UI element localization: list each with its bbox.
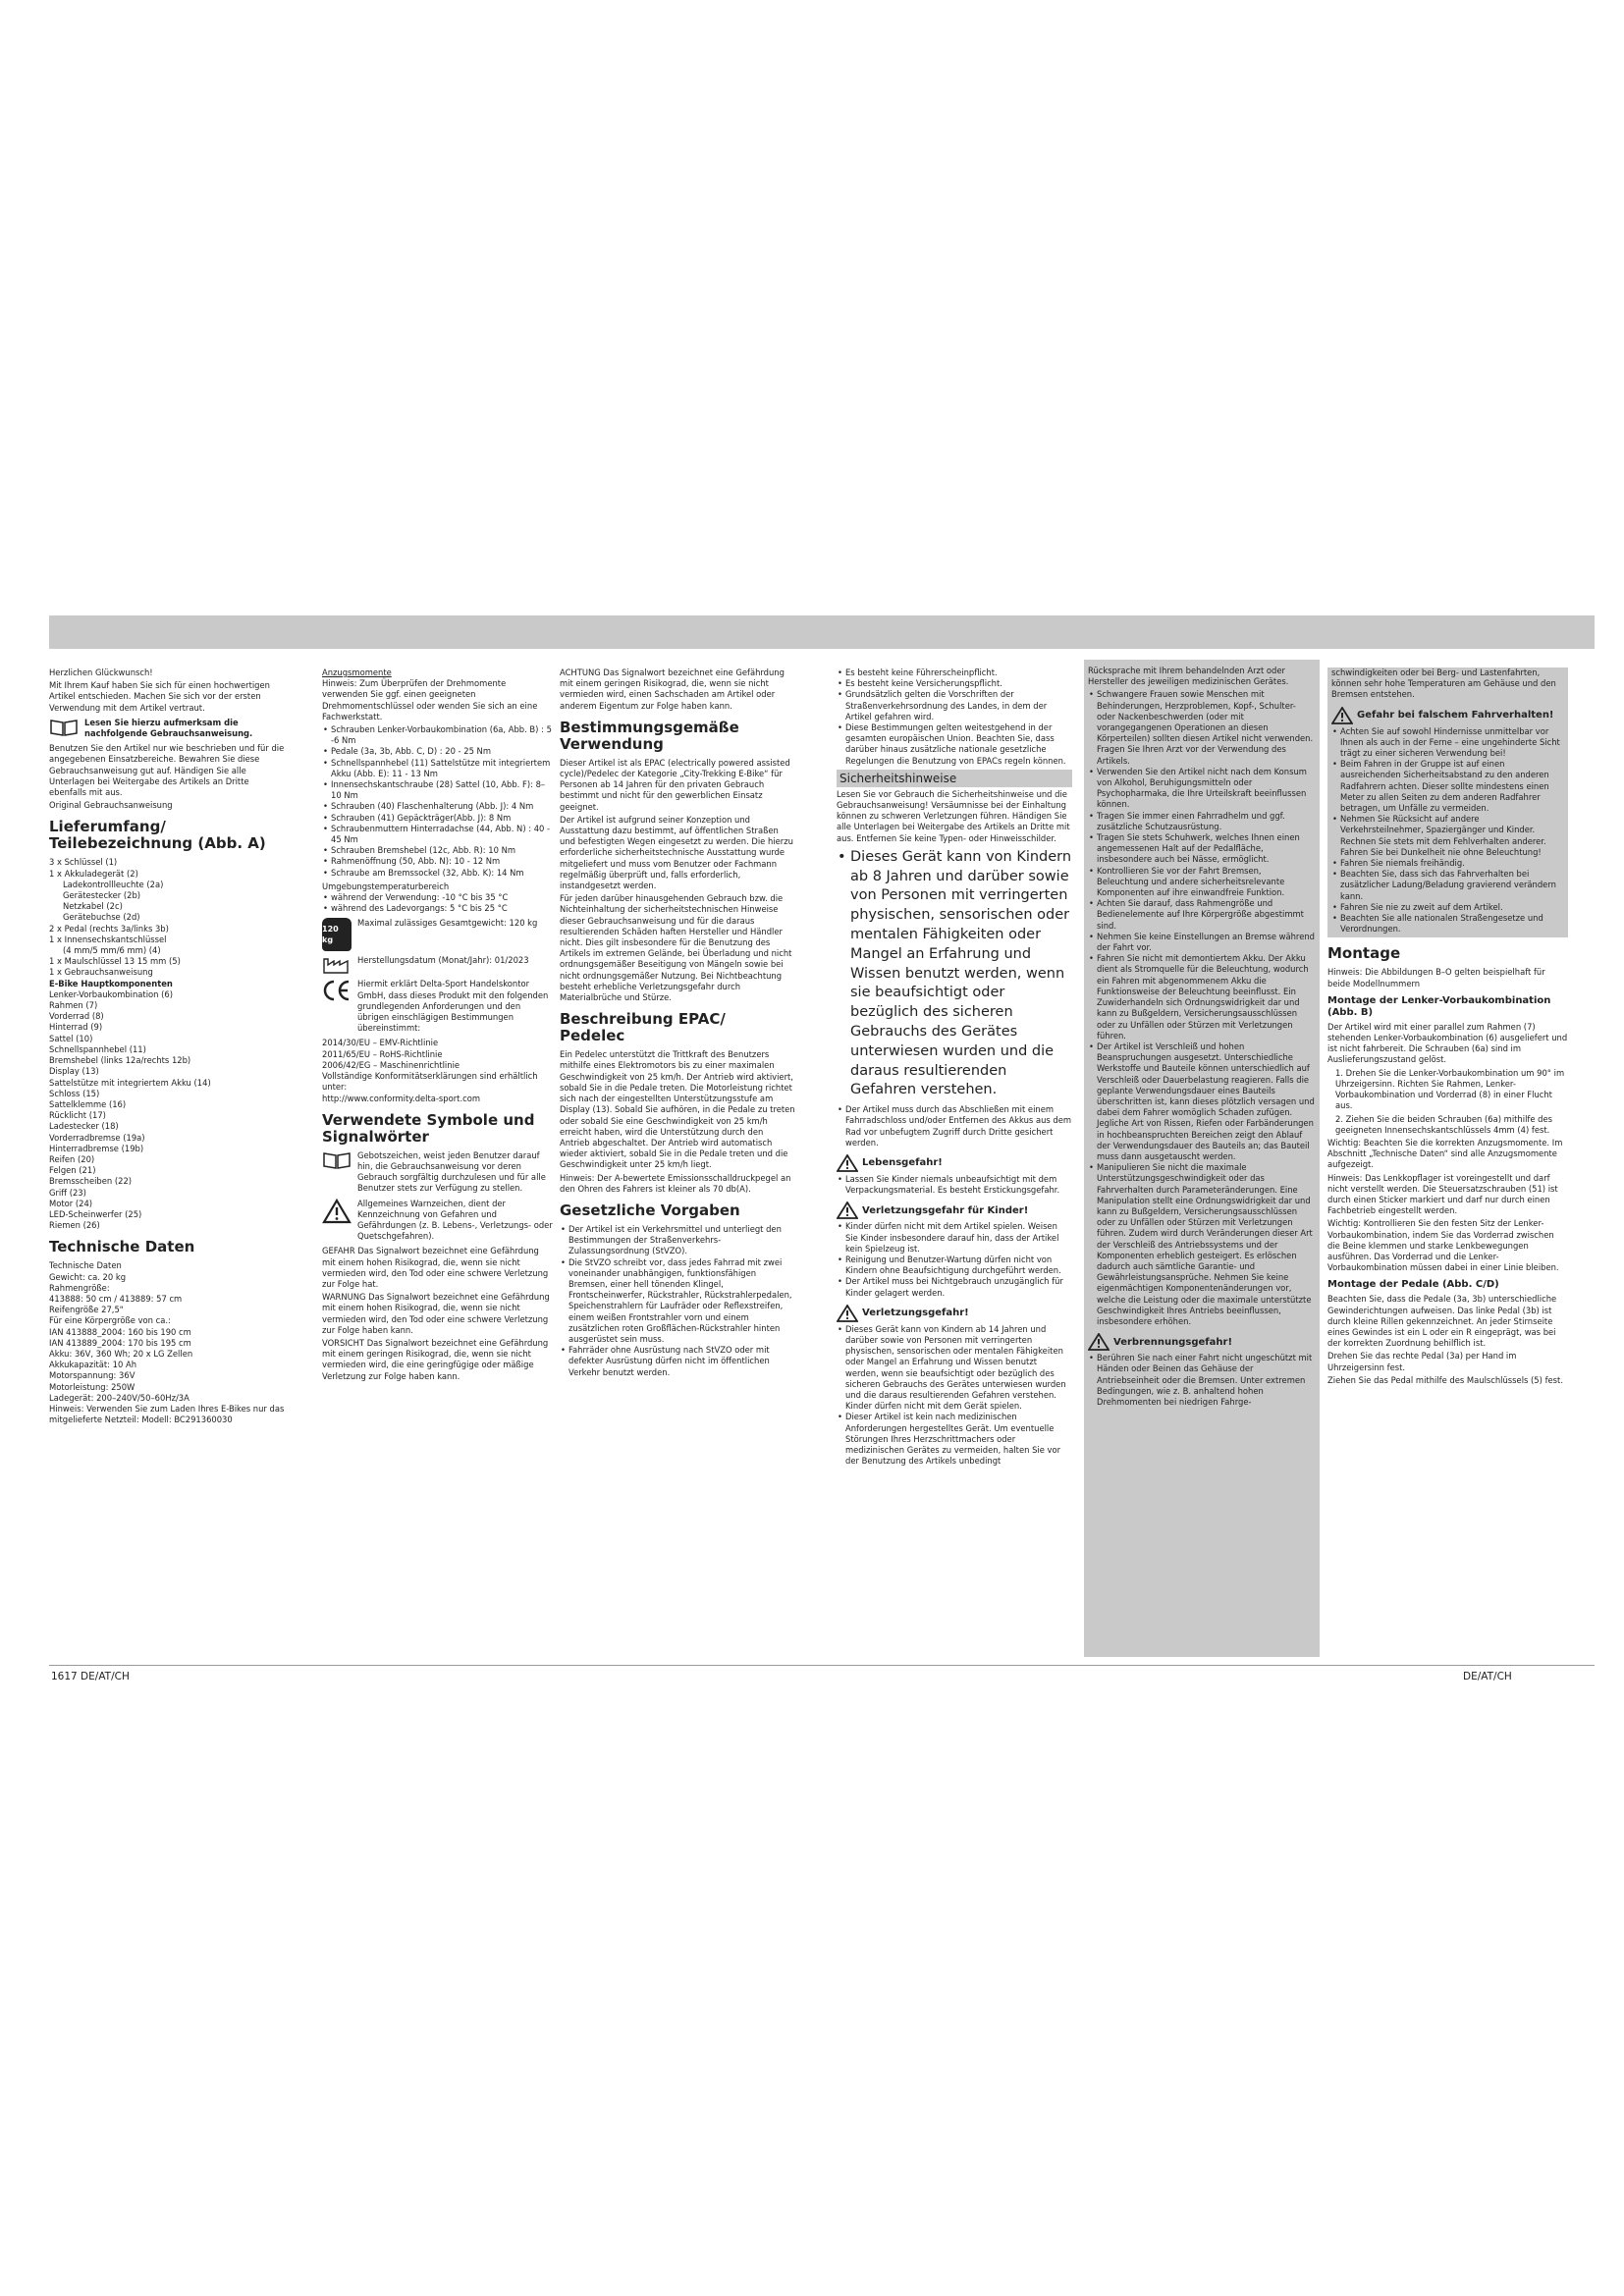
torque-note: Hinweis: Zum Überprüfen der Drehmomente verwenden Sie ggf. einen geeigneten Drehmomentschlüssel oder wenden Sie sich an eine Fachwerkstatt. <box>322 678 538 721</box>
list-item: • Achten Sie auf sowohl Hindernisse unmittelbar vor Ihnen als auch in der Ferne – eine ungehinderte Sicht trägt zu einer sicheren Verwendung bei! <box>1340 726 1564 760</box>
list-item: Reifengröße 27,5" <box>49 1305 124 1315</box>
original-label: Original Gebrauchsanweisung <box>49 800 173 811</box>
step: 1. Drehen Sie die Lenker-Vorbaukombination um 90° im Uhrzeigersinn. Richten Sie Rahmen, Lenker-Vorbaukombination und Vorderrad (8) in einer Flucht aus. <box>1335 1067 1565 1111</box>
list-item: Gewicht: ca. 20 kg <box>49 1271 127 1282</box>
list-item: 2011/65/EU – RoHS-Richtlinie <box>322 1048 443 1059</box>
list-item: • Schrauben Bremshebel (12c, Abb. R): 10 Nm <box>331 845 553 856</box>
list-item: • Tragen Sie immer einen Fahrradhelm und ggf. zusätzliche Schutzausrüstung. <box>1097 811 1316 832</box>
list-item: 2014/30/EU – EMV-Richtlinie <box>322 1038 439 1048</box>
injury-list <box>837 1324 1072 1468</box>
child-injury-heading: Verletzungsgefahr für Kinder! <box>837 1201 1072 1219</box>
cont-text: Rücksprache mit Ihrem behandelnden Arzt oder Hersteller des jeweiligen medizinischen Gerätes. <box>1088 666 1289 687</box>
open-book-icon <box>49 718 79 737</box>
header-bar <box>49 615 1595 649</box>
list-item: • Manipulieren Sie nicht die maximale Unterstützungsgeschwindigkeit oder das Fahrverhalten durch Parameteränderungen. Eine Manipulation stellt eine Ordnungswidrigkeit dar und kann zu Bußgeldern, Versicherungsausschlüssen oder zu Unfällen oder Stürzen mit Verletzungen führen. Zudem wird durch Veränderungen dieser Art der Verschleiß des Antriebssystems und der Komponenten erheblich gesteigert. Es erlöschen dadurch auch sämtliche Garantie- und Gewährleistungsansprüche. Nehmen Sie keine eigenmächtigen Komponentenänderungen vor, welche die Leistung oder die maximale unterstützte Geschwindigkeit Ihres Antriebs beeinflussen, insbesondere erhöhen. <box>1097 1162 1316 1327</box>
list-item: 1 x Gebrauchsanweisung <box>49 967 153 978</box>
step: Drehen Sie das rechte Pedal (3a) per Hand im Uhrzeigersinn fest. <box>1327 1351 1517 1372</box>
list-item: • Nehmen Sie keine Einstellungen an Bremse während der Fahrt vor. <box>1097 932 1316 953</box>
list-item: • Schraube am Bremssockel (32, Abb. K): 14 Nm <box>331 868 553 879</box>
list-item: Sattelstütze mit integriertem Akku (14) <box>49 1077 211 1088</box>
list-item: Motorspannung: 36V <box>49 1370 135 1381</box>
date-row <box>322 955 553 975</box>
column-5 <box>1084 660 1320 1657</box>
safety-title: Sicherheitshinweise <box>837 770 1072 787</box>
list-item: Rahmengröße: <box>49 1282 110 1293</box>
symbol-book-row: Gebotszeichen, weist jeden Benutzer darauf hin, die Gebrauchsanweisung vor deren Gebrauch sorgfältig durchzulesen und für alle Benutzer stets zur Verfügung zu stellen. <box>322 1150 553 1195</box>
list-item: Reifen (20) <box>49 1153 95 1164</box>
children-notice: • Dieses Gerät kann von Kindern ab 8 Jahren und darüber sowie von Personen mit verringerten physischen, sensorischen oder mentalen Fähigkeiten oder Mangel an Erfahrung und Wissen benutzt werden, wenn sie beaufsichtigt oder bezüglich des sicheren Gebrauchs des Gerätes unterwiesen wurden und die daraus resultierenden Gefahren verstehen. <box>837 848 1072 1100</box>
legal-title: Gesetzliche Vorgaben <box>560 1201 740 1219</box>
list-item: 1 x Maulschlüssel 13 15 mm (5) <box>49 956 181 967</box>
list-item: • Schrauben Lenker-Vorbaukombination (6a, Abb. B) : 5 -6 Nm <box>331 724 553 746</box>
list-item: Rücklicht (17) <box>49 1110 106 1121</box>
ce-row <box>322 979 553 1034</box>
list-item: 1 x Innensechskantschlüssel <box>49 934 167 944</box>
list-item: • Beachten Sie alle nationalen Straßengesetze und Verordnungen. <box>1340 913 1564 934</box>
list-item: Rahmen (7) <box>49 1000 98 1011</box>
warning-text: WARNUNG Das Signalwort bezeichnet eine Gefährdung mit einem hohen Risikograd, die, wenn sie nicht vermieden wird, den Tod oder eine schwere Verletzung zur Folge haben kann. <box>322 1292 550 1335</box>
list-item: 2 x Pedal (rechts 3a/links 3b) <box>49 923 169 934</box>
warning-icon <box>837 1305 858 1322</box>
greeting: Herzlichen Glückwunsch! <box>49 667 153 677</box>
mount-note: Hinweis: Die Abbildungen B–O gelten beispielhaft für beide Modellnummern <box>1327 967 1545 988</box>
paragraph: Dieser Artikel ist als EPAC (electrically powered assisted cycle)/Pedelec der Kategorie „City-Trekking E-Bike“ für Personen ab 14 Jahren für den privaten Gebrauch bestimmt und nicht für den gewerblichen Einsatz geeignet. <box>560 757 790 812</box>
list-item: IAN 413889_2004: 170 bis 195 cm <box>49 1337 191 1348</box>
footer-right: DE/AT/CH <box>1463 1671 1512 1682</box>
step: 2. Ziehen Sie die beiden Schrauben (6a) mithilfe des geeigneten Innensechskantschlüssels 4mm (4) fest. <box>1335 1113 1552 1135</box>
footer-divider <box>49 1665 1595 1666</box>
theft-list: • Der Artikel muss durch das Abschließen mit einem Fahrradschloss und/oder Entfernen des Akkus aus dem Rad vor unbefugtem Zugriff durch Dritte gesichert werden. <box>837 1104 1072 1148</box>
epac-text: Ein Pedelec unterstützt die Trittkraft des Benutzers mithilfe eines Elektromotors bis zu einer maximalen Geschwindigkeit von 25 km/h. Der Antrieb wird aktiviert, sobald Sie in die Pedale treten. Die Motorleistung richtet sich nach der eingestellten Unterstützungsstufe am Display (13). Sobald Sie aufhören, in die Pedale zu treten oder sobald Sie eine Geschwindigkeit von 25 km/h erreicht haben, wird die Unterstützung durch den Antrieb abgeschaltet. Der Antrieb wird automatisch wieder aktiviert, sobald Sie in die Pedale treten und die Geschwindigkeit unter 25 km/h liegt. <box>560 1049 795 1170</box>
list-item: IAN 413888_2004: 160 bis 190 cm <box>49 1326 191 1337</box>
list-item: • Reinigung und Benutzer-Wartung dürfen nicht von Kindern ohne Beaufsichtigung durchgeführt werden. <box>845 1255 1072 1276</box>
list-item: • Der Artikel muss bei Nichtgebrauch unzugänglich für Kinder gelagert werden. <box>845 1276 1072 1298</box>
list-item: • während des Ladevorgangs: 5 °C bis 25 °C <box>331 903 553 914</box>
list-item: • Fahren Sie nicht mit demontiertem Akku. Der Akku dient als Stromquelle für die Beleuchtung, wodurch ein Fahren mit abgenommenem Akku die Funktionsweise der Beleuchtung beeinflusst. Ein Zuwiderhandeln sich Ordnungswidrigkeit dar und kann zu Bußgeldern, Versicherungsausschlüssen oder zu Unfällen oder Stürzen mit Verletzungen führen. <box>1097 953 1316 1041</box>
factory-icon <box>322 955 352 975</box>
ebike-list <box>49 989 285 1231</box>
ebike-title: E-Bike Hauptkomponenten <box>49 978 173 988</box>
list-item: Schnellspannhebel (11) <box>49 1043 146 1054</box>
column-6 <box>1327 667 1568 1388</box>
intended-title: Bestimmungsgemäße Verwendung <box>560 718 739 753</box>
list-item: Bremshebel (links 12a/rechts 12b) <box>49 1055 191 1066</box>
symbol-warn-row: Allgemeines Warnzeichen, dient der Kennzeichnung von Gefahren und Gefährdungen (z. B. Lebens-, Verletzungs- oder Quetschgefahren). <box>322 1199 553 1243</box>
list-item: • Fahren Sie nie zu zweit auf dem Artikel. <box>1340 902 1564 913</box>
tech-list <box>49 1260 285 1404</box>
danger-text: GEFAHR Das Signalwort bezeichnet eine Gefährdung mit einem hohen Risikograd, die, wenn sie nicht vermieden wird, den Tod oder eine schwere Verletzung zur Folge hat. <box>322 1246 549 1289</box>
list-item: • Beachten Sie, dass sich das Fahrverhalten bei zusätzlicher Ladung/Beladung gravierend verändern kann. <box>1340 869 1564 902</box>
list-item: Hinterradbremse (19b) <box>49 1143 144 1153</box>
list-item: • Schnellspannhebel (11) Sattelstütze mit integriertem Akku (Abb. E): 11 - 13 Nm <box>331 758 553 779</box>
list-item: Display (13) <box>49 1066 99 1077</box>
list-item: • Schwangere Frauen sowie Menschen mit Behinderungen, Herzproblemen, Kopf-, Schulter- oder Nackenbeschwerden (oder mit vorangegangenen Operationen an diesen Körperteilen) sollten diesen Artikel nicht verwenden. Fragen Sie Ihren Arzt vor der Verwendung des Artikels. <box>1097 689 1316 766</box>
list-item: • Berühren Sie nach einer Fahrt nicht ungeschützt mit Händen oder Beinen das Gehäuse der Antriebseinheit oder die Bremsen. Unter extremen Bedingungen, wie z. B. anhaltend hohen Drehmomenten bei niedrigen Fahrge- <box>1097 1353 1316 1408</box>
list-item: Sattel (10) <box>49 1033 93 1043</box>
weight-text: Maximal zulässiges Gesamtgewicht: 120 kg <box>357 918 538 929</box>
list-item: Ladegerät: 200–240V/50–60Hz/3A <box>49 1392 189 1403</box>
pedal-title: Montage der Pedale (Abb. C/D) <box>1327 1279 1499 1291</box>
list-item: • Fahrräder ohne Ausrüstung nach StVZO oder mit defekter Ausrüstung dürfen nicht im öffentlichen Verkehr benutzt werden. <box>568 1345 795 1378</box>
list-item: • während der Verwendung: -10 °C bis 35 °C <box>331 892 553 903</box>
safety-list <box>1088 689 1316 1327</box>
list-item: • Verwenden Sie den Artikel nicht nach dem Konsum von Alkohol, Beruhigungsmitteln oder Psychopharmaka, die Ihre Urteilskraft beeinflussen können. <box>1097 767 1316 811</box>
list-item: Griff (23) <box>49 1187 86 1198</box>
weight-icon: 120 kg <box>322 918 352 951</box>
list-item: • Die StVZO schreibt vor, dass jedes Fahrrad mit zwei voneinander unabhängigen, funktionsfähigen Bremsen, einer hell tönenden Klingel, Frontscheinwerfer, Rückstrahler, Rückstrahlerpedalen, Speichenstrahlern für Laufräder oder Reflexstreifen, einem weißen Frontstrahler vorn und einem zusätzlichen roten Großflächen-Rückstrahler hinten ausgerüstet sein muss. <box>568 1257 795 1346</box>
important-2: Wichtig: Kontrollieren Sie den festen Sitz der Lenker-Vorbaukombination, indem Sie das Vorderrad zwischen die Beine klemmen und starke Lenkbewegungen ausführen. Das Vorderrad und die Lenker-Vorbaukombination müssen dabei in einer Linie bleiben. <box>1327 1218 1559 1273</box>
read-note: Lesen Sie hierzu aufmerksam die nachfolgende Gebrauchsanweisung. <box>49 718 285 739</box>
handlebar-title: Montage der Lenker-Vorbaukombination (Abb. B) <box>1327 994 1551 1018</box>
wrong-list <box>1331 726 1564 938</box>
list-item: Riemen (26) <box>49 1220 100 1231</box>
list-item: Felgen (21) <box>49 1165 96 1176</box>
list-item: Akkukapazität: 10 Ah <box>49 1360 137 1370</box>
list-item: Technische Daten <box>49 1260 122 1271</box>
list-item: Bremsscheiben (22) <box>49 1176 133 1187</box>
env-title: Umgebungstemperaturbereich <box>322 881 450 891</box>
list-item: Vorderrad (8) <box>49 1011 104 1022</box>
list-item: • Es besteht keine Führerscheinpflicht. <box>845 667 1072 678</box>
scope-list <box>49 857 285 978</box>
column-2 <box>322 667 553 1384</box>
caution-text: VORSICHT Das Signalwort bezeichnet eine Gefährdung mit einem geringen Risikograd, die, wenn sie nicht vermieden wird, die eine geringfügige oder mäßige Verletzung zur Folge haben kann. <box>322 1337 549 1381</box>
mount-title: Montage <box>1327 944 1401 963</box>
list-item: Lenker-Vorbaukombination (6) <box>49 988 174 999</box>
list-item: Motorleistung: 250W <box>49 1381 135 1392</box>
paragraph: Der Artikel ist aufgrund seiner Konzeption und Ausstattung dazu bestimmt, auf öffentlichen Straßen und befestigten Wegen eingesetzt zu werden. Die hierzu erforderliche sicherheitstechnische Ausstattung wurde mitgeliefert und muss vom Benutzer oder Fachmann regelmäßig überprüft und, falls erforderlich, instandgesetzt werden. <box>560 814 793 891</box>
warning-icon <box>1331 707 1353 724</box>
list-item: • Rahmenöffnung (50, Abb. N): 10 - 12 Nm <box>331 856 553 867</box>
list-item: • Achten Sie darauf, dass Rahmengröße und Bedienelemente auf Ihre Körpergröße abgestimmt sind. <box>1097 898 1316 932</box>
warning-icon <box>1088 1333 1110 1351</box>
epac-note: Hinweis: Der A-bewertete Emissionsschalldruckpegel an den Ohren des Fahrers ist kleiner als 70 db(A). <box>560 1172 791 1194</box>
list-item: Akku: 36V, 360 Wh; 20 x LG Zellen <box>49 1348 193 1359</box>
ce-text: Hiermit erklärt Delta-Sport Handelskontor GmbH, dass dieses Produkt mit den folgenden grundlegenden Anforderungen und den übrigen einschlägigen Bestimmungen übereinstimmt: <box>357 979 549 1034</box>
list-item: • Nehmen Sie Rücksicht auf andere Verkehrsteilnehmer, Spaziergänger und Kinder. Rechnen Sie stets mit dem Fehlverhalten anderer. Fahren Sie bei Dunkelheit nie ohne Beleuchtung! <box>1340 814 1564 858</box>
note-2: Hinweis: Das Lenkkopflager ist voreingestellt und darf nicht verstellt werden. Die Steuersatzschrauben (51) ist durch einen Sticker markiert und darf nur durch einen Fachbetrieb eingestellt werden. <box>1327 1172 1558 1216</box>
list-item: Ladestecker (18) <box>49 1121 119 1132</box>
weight-row <box>322 918 553 951</box>
ce-mark-icon <box>322 979 352 1002</box>
list-item: • Fahren Sie niemals freihändig. <box>1340 858 1564 869</box>
list-item: • Diese Bestimmungen gelten weitestgehend in der gesamten europäischen Union. Beachten Sie, dass darüber hinaus zusätzliche nationale gesetzliche Regelungen die Benutzung von EPACs regeln können. <box>845 722 1072 767</box>
date-text: Herstellungsdatum (Monat/Jahr): 01/2023 <box>357 955 529 966</box>
list-item: (4 mm/5 mm/6 mm) (4) <box>63 945 161 956</box>
list-item: Vollständige Konformitätserklärungen sind erhältlich unter: <box>322 1071 538 1093</box>
column-1 <box>49 667 285 1427</box>
torque-list <box>322 724 553 879</box>
symbols-title: Verwendete Symbole und Signalwörter <box>322 1110 535 1146</box>
list-item: • Beim Fahren in der Gruppe ist auf einen ausreichenden Sicherheitsabstand zu den anderen Radfahrern achten. Dieser sollte mindestens einen Meter zu allen Seiten zu dem anderen Radfahrer betragen, um Unfälle zu vermeiden. <box>1340 759 1564 814</box>
tech-note: Hinweis: Verwenden Sie zum Laden Ihres E-Bikes nur das mitgelieferte Netzteil: Modell: BC291360030 <box>49 1403 285 1425</box>
injury-heading: Verletzungsgefahr! <box>837 1305 1072 1322</box>
list-item: Gerätestecker (2b) <box>63 890 141 901</box>
list-item: Gerätebuchse (2d) <box>63 912 140 923</box>
list-item: Ladekontrollleuchte (2a) <box>63 879 164 889</box>
list-item: • Lassen Sie Kinder niemals unbeaufsichtigt mit dem Verpackungsmaterial. Es besteht Erstickungsgefahr. <box>845 1174 1072 1196</box>
tech-title: Technische Daten <box>49 1238 195 1256</box>
list-item: Schloss (15) <box>49 1088 100 1098</box>
epac-title: Beschreibung EPAC/ Pedelec <box>560 1010 726 1045</box>
list-item: • Innensechskantschraube (28) Sattel (10, Abb. F): 8–10 Nm <box>331 779 553 801</box>
list-item: Hinterrad (9) <box>49 1022 103 1033</box>
list-item: • Grundsätzlich gelten die Vorschriften der Straßenverkehrsordnung des Landes, in dem der Artikel gefahren wird. <box>845 689 1072 722</box>
important-1: Wichtig: Beachten Sie die korrekten Anzugsmomente. Im Abschnitt „Technische Daten“ sind alle Anzugsmomente aufgezeigt. <box>1327 1137 1563 1170</box>
warning-icon <box>837 1154 858 1172</box>
step: Ziehen Sie das Pedal mithilfe des Maulschlüssels (5) fest. <box>1327 1374 1563 1385</box>
list-item: • Kontrollieren Sie vor der Fahrt Bremsen, Beleuchtung und andere sicherheitsrelevante Komponenten auf ihre einwandfreie Funktion. <box>1097 866 1316 899</box>
life-danger-heading: Lebensgefahr! <box>837 1154 1072 1172</box>
list-item: Motor (24) <box>49 1198 93 1208</box>
open-book-icon <box>322 1150 352 1170</box>
list-item: • Pedale (3a, 3b, Abb. C, D) : 20 - 25 Nm <box>331 746 553 757</box>
pedal-text: Beachten Sie, dass die Pedale (3a, 3b) unterschiedliche Gewinderichtungen aufweisen. Das linke Pedal (3b) ist durch kleine Rillen gekennzeichnet. An jeder Stirnseite eines Gewindes ist ein L oder ein R eingeprägt, was bei der korrekten Zuordnung behilflich ist. <box>1327 1294 1557 1349</box>
burn-heading: Verbrennungsgefahr! <box>1088 1333 1316 1351</box>
list-item: 3 x Schlüssel (1) <box>49 857 118 868</box>
license-list <box>837 667 1072 767</box>
paragraph: Für jeden darüber hinausgehenden Gebrauch bzw. die Nichteinhaltung der sicherheitstechnischen Hinweise dieser Gebrauchsanweisung und für die daraus resultierenden Schäden haften Hersteller und Händler nicht. Dies gilt insbesondere für die Benutzung des Artikels im extremen Gelände, bei Überladung und nicht ordnungsgemäßer Beseitigung von Mängeln sowie bei nicht ordnungsgemäßer Nutzung. Bei Nichtbeachtung besteht erhebliche Verletzungsgefahr durch Materialbrüche und Stürze. <box>560 893 792 1003</box>
safety-intro: Lesen Sie vor Gebrauch die Sicherheitshinweise und die Gebrauchsanweisung! Versäumnisse bei der Einhaltung können zu schweren Verletzungen führen. Händigen Sie alle Unterlagen bei Weitergabe des Artikels an Dritte mit aus. Entfernen Sie keine Typen- oder Hinweisschilder. <box>837 788 1070 843</box>
warning-icon <box>837 1201 858 1219</box>
list-item: • Der Artikel ist Verschleiß und hohen Beanspruchungen ausgesetzt. Unterschiedliche Werkstoffe und Bauteile können unterschiedlich auf Verschleiß oder Dauerbelastung reagieren. Falls die geplante Verwendungsdauer eines Bauteils überschritten ist, kann dieses plötzlich versagen und dabei dem Fahrer womöglich Schaden zufügen. Jegliche Art von Rissen, Riefen oder Farbänderungen in hochbeanspruchten Bereichen zeigt den Ablauf der Verwendungsdauer des Bauteils an; das Bauteil muss dann ausgetauscht werden. <box>1097 1041 1316 1162</box>
handlebar-text: Der Artikel wird mit einer parallel zum Rahmen (7) stehenden Lenker-Vorbaukombination (6) ausgeliefert und ist nicht fahrbereit. Die Schrauben (6a) sind im Auslieferungszustand gelöst. <box>1327 1021 1568 1065</box>
env-list <box>322 892 553 914</box>
torque-title: Anzugsmomente <box>322 667 392 677</box>
list-item: 413888: 50 cm / 413889: 57 cm <box>49 1293 183 1304</box>
conformity-link[interactable]: http://www.conformity.delta-sport.com <box>322 1093 481 1103</box>
list-item: • Schrauben (40) Flaschenhalterung (Abb. J): 4 Nm <box>331 801 553 812</box>
wrong-behavior-heading: Gefahr bei falschem Fahrverhalten! <box>1331 707 1564 724</box>
list-item: Für eine Körpergröße von ca.: <box>49 1315 171 1326</box>
list-item: • Schrauben (41) Gepäckträger(Abb. J): 8 Nm <box>331 813 553 824</box>
list-item: Vorderradbremse (19a) <box>49 1132 145 1143</box>
list-item: • Der Artikel ist ein Verkehrsmittel und unterliegt den Bestimmungen der Straßenverkehrs-Zulassungsordnung (StVZO). <box>568 1224 795 1257</box>
intro-text: Mit Ihrem Kauf haben Sie sich für einen hochwertigen Artikel entschieden. Machen Sie sich vor der ersten Verwendung mit dem Artikel vertraut. <box>49 680 270 713</box>
list-item: Sattelklemme (16) <box>49 1098 127 1109</box>
warning-icon <box>322 1199 352 1224</box>
list-item: • Dieses Gerät kann von Kindern ab 14 Jahren und darüber sowie von Personen mit verringerten physischen, sensorischen oder mentalen Fähigkeiten oder Mangel an Erfahrung und Wissen benutzt werden, wenn sie beaufsichtigt oder bezüglich des sicheren Gebrauchs des Gerätes unterwiesen wurden und die daraus resultierenden Gefahren verstehen. Kinder dürfen nicht mit dem Gerät spielen. <box>845 1324 1072 1413</box>
column-4 <box>837 667 1072 1469</box>
list-item: Netzkabel (2c) <box>63 901 123 912</box>
list-item: • Dieser Artikel ist kein nach medizinischen Anforderungen hergestelltes Gerät. Um eventuelle Störungen Ihres Herzschrittmachers oder medizinischen Gerätes zu vermeiden, halten Sie vor der Benutzung des Artikels unbedingt <box>845 1412 1072 1467</box>
column-3 <box>560 667 795 1381</box>
kids-list <box>837 1221 1072 1298</box>
list-item: LED-Scheinwerfer (25) <box>49 1208 142 1219</box>
legal-list <box>560 1224 795 1378</box>
list-item: 1 x Akkuladegerät (2) <box>49 868 138 879</box>
list-item: • Tragen Sie stets Schuhwerk, welches Ihnen einen angemessenen Halt auf der Pedalfläche, insbesondere auch bei Nässe, ermöglicht. <box>1097 832 1316 866</box>
directive-list <box>322 1038 553 1103</box>
list-item: 2006/42/EG – Maschinenrichtlinie <box>322 1059 460 1070</box>
use-note: Benutzen Sie den Artikel nur wie beschrieben und für die angegebenen Einsatzbereiche. Bewahren Sie diese Gebrauchsanweisung gut auf. Händigen Sie alle Unterlagen bei Weitergabe des Artikels an Dritte ebenfalls mit aus. <box>49 743 285 798</box>
burn-continuation: schwindigkeiten oder bei Berg- und Lastenfahrten, können sehr hohe Temperaturen am Gehäuse und den Bremsen entstehen. Gefahr bei falschem Fahrverhalten! • Achten Sie auf sowohl Hindernisse unmittelbar vor Ihnen als auch in der Ferne – eine ungehinderte Sicht trägt zu einer sicheren Verwendung bei! • Beim Fahren in der Gruppe ist auf einen ausreichenden Sicherheitsabstand zu den anderen Radfahrern achten. Dieser sollte mindestens einen Meter zu allen Seiten zu dem anderen Radfahrer betragen, um Unfälle zu vermeiden. • Nehmen Sie Rücksicht auf andere Verkehrsteilnehmer, Spaziergänger und Kinder. Rechnen Sie stets mit dem Fehlverhalten anderer. Fahren Sie bei Dunkelheit nie ohne Beleuchtung! • Fahren Sie niemals freihändig. • Beachten Sie, dass sich das Fahrverhalten bei zusätzlicher Ladung/Beladung gravierend verändern kann. • Fahren Sie nie zu zweit auf dem Artikel. • Beachten Sie alle nationalen Straßengesetze und Verordnungen. <box>1327 667 1568 937</box>
list-item: • Kinder dürfen nicht mit dem Artikel spielen. Weisen Sie Kinder insbesondere darauf hin, dass der Artikel kein Spielzeug ist. <box>845 1221 1072 1255</box>
attention-text: ACHTUNG Das Signalwort bezeichnet eine Gefährdung mit einem geringen Risikograd, die, wenn sie nicht vermieden wird, einen Sachschaden am Artikel oder anderem Eigentum zur Folge haben kann. <box>560 667 785 711</box>
footer-left: 1617 DE/AT/CH <box>51 1671 130 1682</box>
list-item: • Schraubenmuttern Hinterradachse (44, Abb. N) : 40 - 45 Nm <box>331 824 553 845</box>
scope-title: Lieferumfang/ Teilebezeichnung (Abb. A) <box>49 818 266 853</box>
list-item: • Es besteht keine Versicherungspflicht. <box>845 678 1072 689</box>
